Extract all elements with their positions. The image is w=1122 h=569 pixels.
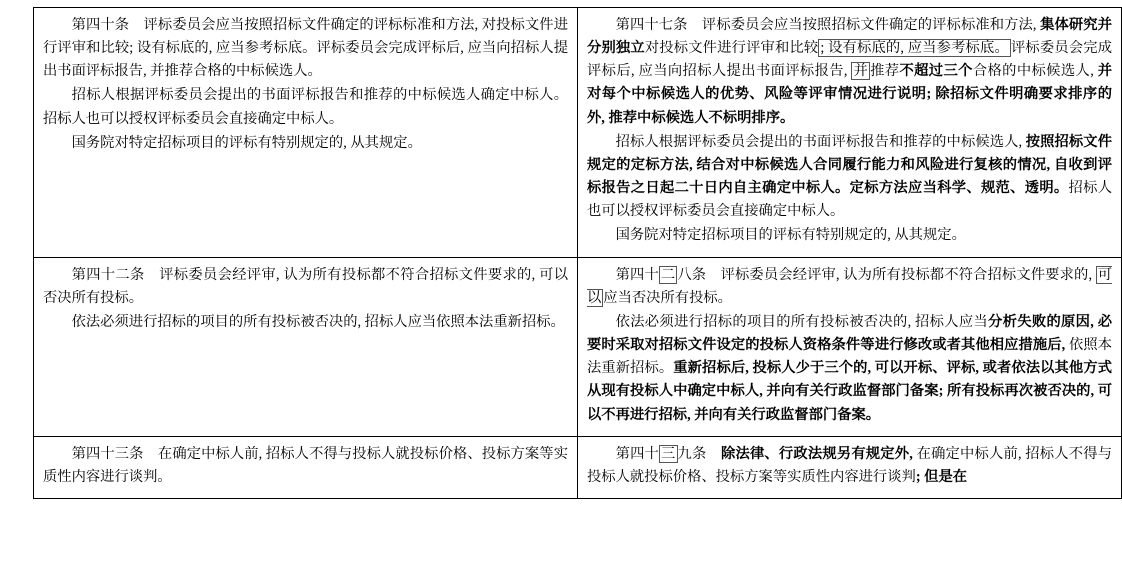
paragraph	[587, 224, 1112, 247]
text-run: ; 设有标底的, 应当参考标底。	[820, 40, 1009, 57]
comparison-table	[33, 7, 1122, 499]
text-run: 八条 评标委员会经评审, 认为所有投标都不符合招标文件要求的,	[677, 266, 1096, 283]
paragraph	[43, 14, 568, 83]
text-run: 可以	[587, 266, 1113, 306]
document-page	[0, 7, 1122, 569]
table-row	[34, 436, 1122, 498]
text-run: 并对每个中标候选人的优势、风险等评审情况进行说明; 除招标文件明确要求排序的外, 推荐中标候选人不标明排序。	[587, 63, 1113, 126]
paragraph	[587, 14, 1112, 130]
text-run: 第四十	[615, 445, 660, 462]
text-run: 国务院对特定招标项目的评标有特别规定的, 从其规定。	[71, 134, 422, 151]
text-run: 分析失败的原因, 必要时采取对招标文件设定的投标人资格条件等进行修改或者其他相应措施后,	[587, 313, 1112, 354]
text-run: 合格的中标候选人,	[972, 63, 1098, 80]
text-run: 集体研究并分别独立	[587, 17, 1112, 57]
table-cell-old-article-42	[34, 257, 578, 436]
text-run: 第四十条 评标委员会应当按照招标文件确定的评标标准和方法, 对投标文件进行评审和比较; 设有标底的, 应当参考标底。评标委员会完成评标后, 应当向招标人提出书面评标报告, 并推荐合格的中标候选人。	[43, 17, 568, 80]
table-cell-new-article-47	[578, 8, 1122, 258]
text-run: 推荐	[870, 63, 900, 80]
table-cell-new-article-49	[578, 436, 1122, 498]
text-run: 按照招标文件规定的定标方法, 结合对中标候选人合同履行能力和风险进行复核的情况, 自收到评标报告之日起二十日内自主确定中标人。定标方法应当科学、规范、透明。	[587, 133, 1112, 197]
paragraph	[587, 264, 1112, 310]
table-cell-old-article-43	[34, 436, 578, 498]
paragraph	[587, 131, 1112, 224]
paragraph	[43, 264, 568, 310]
text-run: 除法律、行政法规另有规定外,	[720, 445, 917, 462]
table-cell-old-article-40	[34, 8, 578, 258]
paragraph	[43, 311, 568, 334]
paragraph	[43, 443, 568, 489]
text-run: 依照本法重新招标。	[587, 337, 1113, 377]
text-run: 依法必须进行招标的项目的所有投标被否决的, 招标人应当	[615, 313, 989, 330]
text-run: ; 但是在	[915, 468, 968, 485]
paragraph	[587, 443, 1112, 489]
table-body	[34, 8, 1122, 499]
text-run: 招标人也可以授权评标委员会直接确定中标人。	[587, 180, 1113, 220]
text-run: 对投标文件进行评审和比较	[644, 40, 819, 57]
text-run: 国务院对特定招标项目的评标有特别规定的, 从其规定。	[615, 227, 966, 244]
table-cell-new-article-48	[578, 257, 1122, 436]
text-run: 在确定中标人前, 招标人不得与投标人就投标价格、投标方案等实质性内容进行谈判	[587, 445, 1113, 485]
text-run: 不超过三个	[899, 63, 973, 80]
table-row	[34, 8, 1122, 258]
text-run: 应当否决所有投标。	[603, 289, 732, 306]
paragraph	[587, 311, 1112, 427]
text-run: 第四十二条 评标委员会经评审, 认为所有投标都不符合招标文件要求的, 可以否决所有投标。	[43, 266, 568, 306]
text-run: 评标委员会完成评标后, 应当向招标人提出书面评标报告,	[587, 40, 1112, 80]
text-run: 第四十七条 评标委员会应当按照招标文件确定的评标标准和方法,	[615, 17, 1041, 33]
text-run: 第四十	[615, 266, 659, 283]
table-row	[34, 257, 1122, 436]
paragraph	[43, 132, 568, 155]
text-run: 依法必须进行招标的项目的所有投标被否决的, 招标人应当依照本法重新招标。	[71, 313, 565, 330]
text-run: 二	[660, 266, 676, 283]
text-run: 招标人根据评标委员会提出的书面评标报告和推荐的中标候选人,	[615, 133, 1026, 150]
text-run: 重新招标后, 投标人少于三个的, 可以开标、评标, 或者依法以其他方式从现有投标人中确定中标人, 并向有关行政监督部门备案; 所有投标再次被否决的, 可以不再进行招标, 并向有关行政监督部门备案。	[587, 360, 1112, 423]
text-run: 并	[853, 63, 869, 80]
text-run: 招标人根据评标委员会提出的书面评标报告和推荐的中标候选人确定中标人。招标人也可以授权评标委员会直接确定中标人。	[43, 87, 568, 127]
text-run: 三	[661, 445, 676, 462]
text-run: 第四十三条 在确定中标人前, 招标人不得与投标人就投标价格、投标方案等实质性内容进行谈判。	[43, 445, 568, 485]
text-run: 九条	[677, 445, 721, 462]
paragraph	[43, 84, 568, 130]
